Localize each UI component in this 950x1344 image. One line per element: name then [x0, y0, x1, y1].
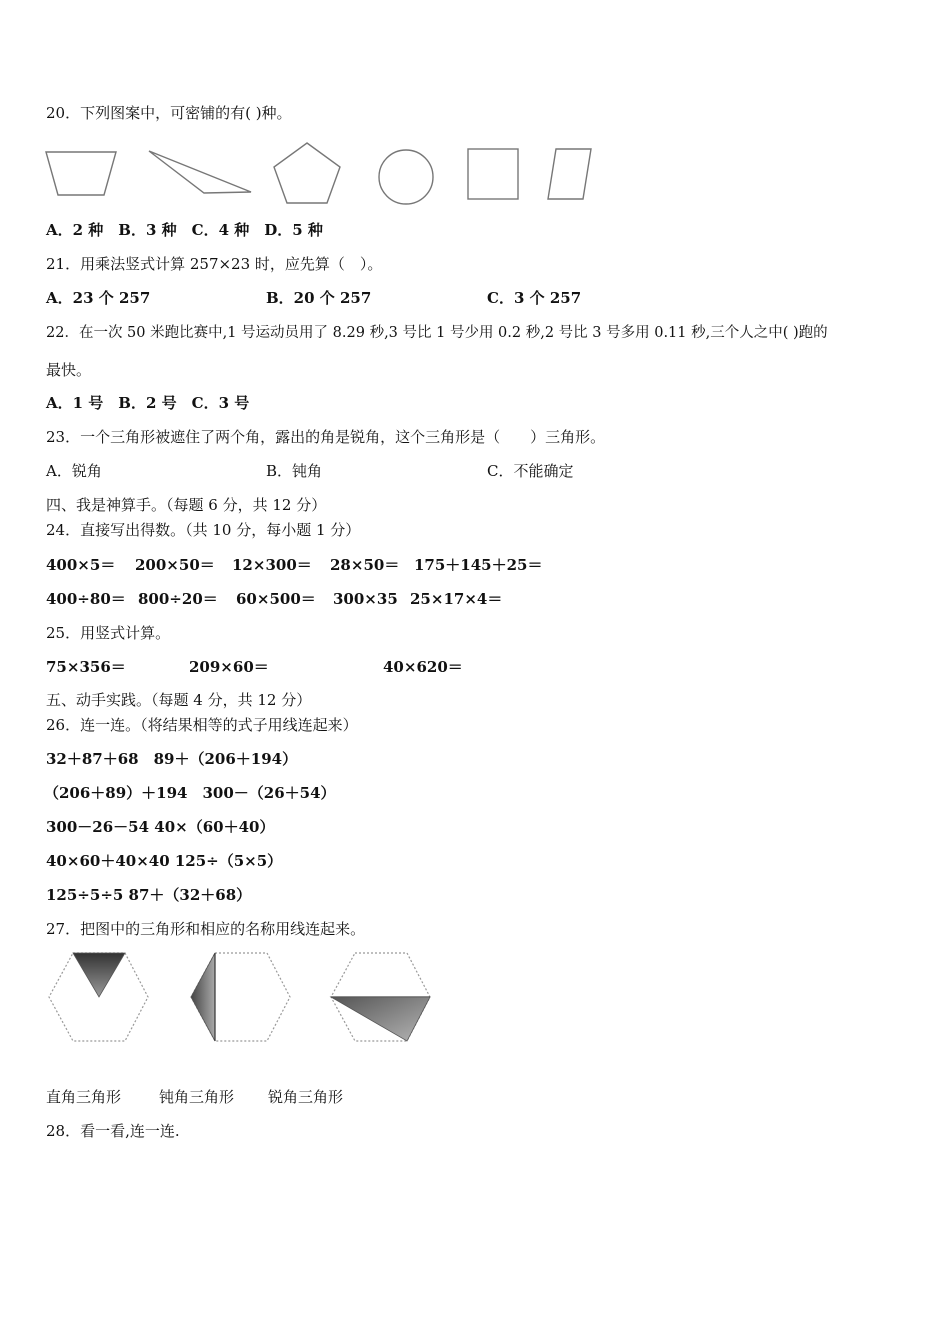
q22-stem-line2: 最快。	[46, 361, 92, 379]
q21-option-c: C．3 个 257	[487, 289, 582, 307]
q24-r1-c4: 28×50＝	[330, 556, 400, 574]
q26-row3: 300－26－54 40×（60＋40）	[46, 818, 275, 836]
hexagon-2-icon	[191, 953, 290, 1041]
q22-options: A．1 号 B．2 号 C．3 号	[46, 394, 250, 412]
q24-r2-c2: 800÷20＝	[138, 590, 218, 608]
q23-option-a: A．锐角	[46, 462, 102, 480]
q24-stem: 24．直接写出得数。（共 10 分，每小题 1 分）	[46, 521, 361, 539]
square-icon	[468, 149, 518, 199]
q24-r2-c3: 60×500＝	[236, 590, 316, 608]
q26-row2: （206＋89）＋194 300－（26＋54）	[44, 784, 336, 802]
q22-stem-line1: 22．在一次 50 米跑比赛中,1 号运动员用了 8.29 秒,3 号比 1 号少用 0.2 秒,2 号比 3 号多用 0.11 秒,三个人之中( )跑的	[46, 325, 828, 341]
trapezoid-icon	[46, 152, 116, 195]
q26-row5: 125÷5÷5 87＋（32＋68）	[46, 886, 252, 904]
triangle-icon	[149, 151, 251, 193]
q20-options: A．2 种 B．3 种 C．4 种 D．5 种	[46, 221, 323, 239]
q24-r2-c4: 300×35	[333, 590, 398, 608]
q23-stem: 23．一个三角形被遮住了两个角，露出的角是锐角，这个三角形是（ ）三角形。	[46, 428, 606, 446]
q23-option-c: C．不能确定	[487, 462, 574, 480]
section4-title: 四、我是神算手。（每题 6 分，共 12 分）	[46, 496, 327, 514]
q20-stem: 20．下列图案中，可密铺的有( )种。	[46, 104, 292, 122]
q25-stem: 25．用竖式计算。	[46, 624, 171, 642]
q28-stem: 28．看一看,连一连.	[46, 1122, 180, 1140]
section5-title: 五、动手实践。（每题 4 分，共 12 分）	[46, 691, 312, 709]
q24-r1-c1: 400×5＝	[46, 556, 116, 574]
q21-option-b: B．20 个 257	[266, 289, 372, 307]
q25-item2: 209×60＝	[189, 658, 269, 676]
q21-option-a: A．23 个 257	[46, 289, 151, 307]
q24-r1-c3: 12×300＝	[232, 556, 312, 574]
q24-r2-c1: 400÷80＝	[46, 590, 126, 608]
q26-row4: 40×60＋40×40 125÷（5×5）	[46, 852, 283, 870]
q27-label-acute: 锐角三角形	[268, 1088, 344, 1106]
q26-stem: 26．连一连。（将结果相等的式子用线连起来）	[46, 716, 358, 734]
q27-label-right: 直角三角形	[46, 1088, 122, 1106]
q24-r1-c5: 175＋145＋25＝	[414, 556, 543, 574]
q25-item3: 40×620＝	[383, 658, 463, 676]
hexagon-3-icon	[331, 953, 430, 1041]
q21-stem: 21．用乘法竖式计算 257×23 时，应先算（ ）。	[46, 255, 383, 273]
circle-icon	[379, 150, 433, 204]
q26-row1: 32＋87＋68 89＋（206＋194）	[46, 750, 298, 768]
q27-label-obtuse: 钝角三角形	[159, 1088, 235, 1106]
q27-hexagon-figures	[40, 948, 460, 1048]
pentagon-icon	[274, 143, 340, 203]
q23-option-b: B．钝角	[266, 462, 323, 480]
q24-r2-c5: 25×17×4＝	[410, 590, 503, 608]
q27-stem: 27．把图中的三角形和相应的名称用线连起来。	[46, 920, 366, 938]
q24-r1-c2: 200×50＝	[135, 556, 215, 574]
q25-item1: 75×356＝	[46, 658, 126, 676]
q20-shapes	[0, 140, 950, 210]
hexagon-1-icon	[49, 953, 148, 1041]
parallelogram-icon	[548, 149, 591, 199]
